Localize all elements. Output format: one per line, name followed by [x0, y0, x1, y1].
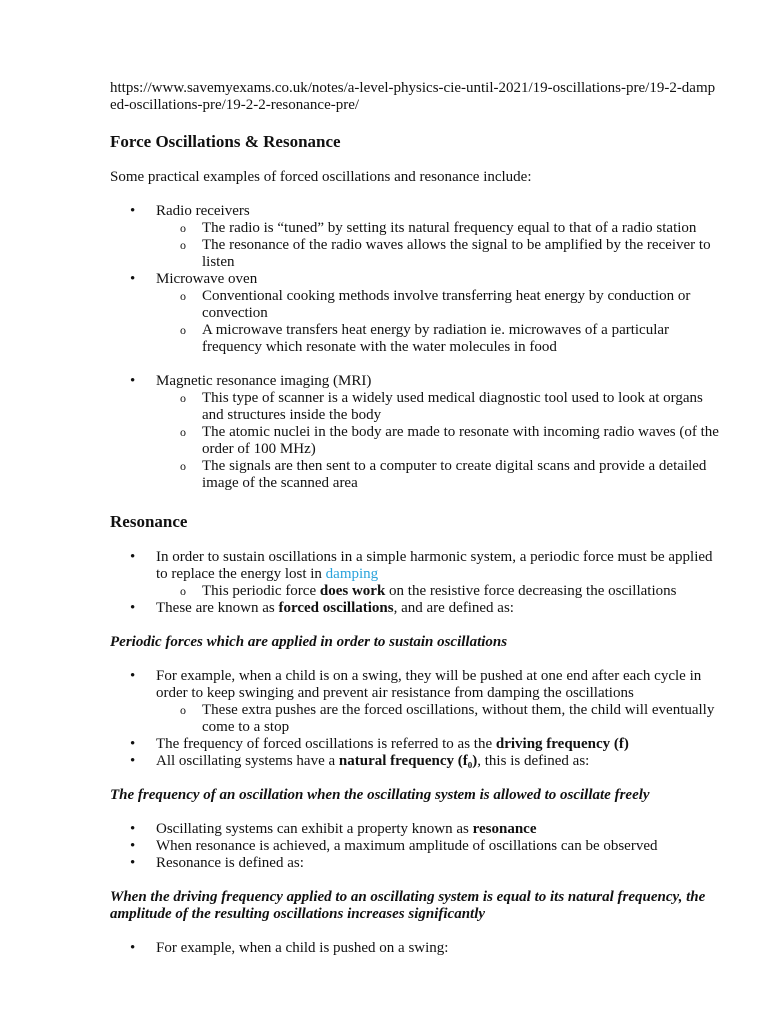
list-item: o This type of scanner is a widely used medical diagnostic tool used to look at organs and structures inside the body [156, 390, 720, 424]
resonance-list-3 [110, 821, 720, 872]
definition-natural-frequency: The frequency of an oscillation when the oscillating system is allowed to oscillate freely [110, 787, 650, 803]
heading-resonance: Resonance [110, 512, 188, 531]
list-item: o This periodic force does work on the resistive force decreasing the oscillations [156, 583, 720, 600]
examples-list-mri [110, 373, 720, 492]
list-item: • All oscillating systems have a natural frequency (f₀), this is defined as: [110, 753, 720, 770]
list-item-radio: • Radio receivers o The radio is “tuned” by setting its natural frequency equal to that of a radio station o The resonance of the radio waves allows the signal to be amplified by the receiver to listen [110, 203, 720, 271]
definition-resonance: When the driving frequency applied to an oscillating system is equal to its natural frequency, the amplitude of the resulting oscillations increases significantly [110, 889, 706, 922]
resonance-list-2 [110, 668, 720, 770]
document-page [110, 80, 720, 957]
list-item-mri: • Magnetic resonance imaging (MRI) o This type of scanner is a widely used medical diagnostic tool used to look at organs and structures inside the body o The atomic nuclei in the body are made to resonate with incoming radio waves (of the order of 100 MHz) o The signals are then sent to a computer to create digital scans and provide a detailed image of the scanned area [110, 373, 720, 492]
list-item: o The resonance of the radio waves allows the signal to be amplified by the receiver to listen [156, 237, 720, 271]
intro-text: Some practical examples of forced oscillations and resonance include: [110, 169, 532, 185]
heading-force-oscillations: Force Oscillations & Resonance [110, 132, 341, 151]
list-item: o Conventional cooking methods involve transferring heat energy by conduction or convection [156, 288, 720, 322]
source-url[interactable]: https://www.savemyexams.co.uk/notes/a-level-physics-cie-until-2021/19-oscillations-pre/19-2-damped-oscillations-pre/19-2-2-resonance-pre/ [110, 80, 716, 113]
list-item: • The frequency of forced oscillations is referred to as the driving frequency (f) [110, 736, 720, 753]
list-item: o The radio is “tuned” by setting its natural frequency equal to that of a radio station [156, 220, 720, 237]
list-item: o A microwave transfers heat energy by radiation ie. microwaves of a particular frequency which resonate with the water molecules in food [156, 322, 720, 356]
list-item: o The atomic nuclei in the body are made to resonate with incoming radio waves (of the order of 100 MHz) [156, 424, 720, 458]
list-item-microwave: • Microwave oven o Conventional cooking methods involve transferring heat energy by conduction or convection o A microwave transfers heat energy by radiation ie. microwaves of a particular frequency which resonate with the water molecules in food [110, 271, 720, 356]
definition-forced-oscillations: Periodic forces which are applied in order to sustain oscillations [110, 634, 508, 650]
list-item: • In order to sustain oscillations in a simple harmonic system, a periodic force must be applied to replace the energy lost in damping o This periodic force does work on the resistive force decreasing the oscillations [110, 549, 720, 600]
list-item: • These are known as forced oscillations, and are defined as: [110, 600, 720, 617]
list-item: • When resonance is achieved, a maximum amplitude of oscillations can be observed [110, 838, 720, 855]
damping-link[interactable]: damping [325, 566, 379, 582]
list-item: • Resonance is defined as: [110, 855, 720, 872]
list-item: o The signals are then sent to a computer to create digital scans and provide a detailed image of the scanned area [156, 458, 720, 492]
list-item: • Oscillating systems can exhibit a property known as resonance [110, 821, 720, 838]
resonance-list-4 [110, 940, 720, 957]
list-item: o These extra pushes are the forced oscillations, without them, the child will eventually come to a stop [156, 702, 720, 736]
list-item: • For example, when a child is on a swing, they will be pushed at one end after each cycle in order to keep swinging and prevent air resistance from damping the oscillations o These extra pushes are the forced oscillations, without them, the child will eventually come to a stop [110, 668, 720, 736]
examples-list [110, 203, 720, 356]
resonance-list-1 [110, 549, 720, 617]
list-item: • For example, when a child is pushed on a swing: [110, 940, 720, 957]
